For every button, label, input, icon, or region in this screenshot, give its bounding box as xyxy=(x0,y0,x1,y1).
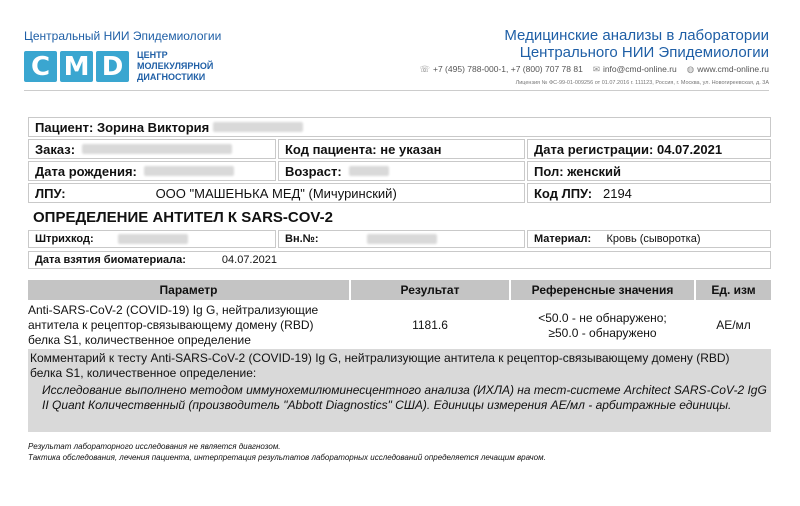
lpu-value: ООО "МАШЕНЬКА МЕД" (Мичуринский) xyxy=(155,185,397,201)
lpu-code-value: 2194 xyxy=(602,185,632,201)
comment-title: Комментарий к тесту Anti-SARS-CoV-2 (COVID-19) Ig G, нейтрализующие антитела к рецептор-связывающему домену (RBD) белка S1, количественное определение: xyxy=(30,351,730,380)
result-unit: АЕ/мл xyxy=(716,318,751,332)
redacted-birth-date xyxy=(144,166,234,176)
patient-name: Зорина Виктория xyxy=(96,119,210,135)
logo-caption-line: МОЛЕКУЛЯРНОЙ xyxy=(137,61,214,71)
test-title: ОПРЕДЕЛЕНИЕ АНТИТЕЛ К SARS-COV-2 xyxy=(33,209,333,226)
reg-date-label: Дата регистрации: xyxy=(534,141,654,157)
logo-letter-d: D xyxy=(96,51,129,82)
result-reference xyxy=(511,311,694,341)
lpu-label: ЛПУ: xyxy=(35,185,66,201)
age-cell xyxy=(278,161,525,181)
website-contact[interactable] xyxy=(687,64,769,75)
material-value: Кровь (сыворотка) xyxy=(606,233,701,245)
globe-icon: ◍ xyxy=(686,64,695,74)
email-contact[interactable] xyxy=(593,64,677,75)
reg-date-value: 04.07.2021 xyxy=(656,141,723,157)
sex-value: женский xyxy=(567,163,622,179)
col-header-reference: Референсные значения xyxy=(511,280,694,300)
age-label: Возраст: xyxy=(285,163,342,179)
footer-notes xyxy=(28,441,546,463)
patient-code-value: не указан xyxy=(380,141,442,157)
institute-name-top: Центральный НИИ Эпидемиологии xyxy=(24,29,222,43)
sex-cell xyxy=(527,161,771,181)
header-divider xyxy=(24,90,769,91)
birth-date-cell xyxy=(28,161,276,181)
redacted-vn xyxy=(367,234,437,244)
vn-label: Вн.№: xyxy=(285,233,319,245)
lab-title-line1: Медицинские анализы в лаборатории xyxy=(504,27,769,44)
logo-caption xyxy=(137,50,213,83)
order-label: Заказ: xyxy=(35,141,76,157)
mail-icon: ✉ xyxy=(592,64,600,74)
logo-caption-line: ЦЕНТР xyxy=(137,50,168,60)
logo-letter-c: C xyxy=(24,51,57,82)
patient-code-cell xyxy=(278,139,525,159)
barcode-label: Штрихкод: xyxy=(35,233,94,245)
material-label: Материал: xyxy=(534,233,592,245)
phone-text: +7 (495) 788-000-1, +7 (800) 707 78 81 xyxy=(433,64,583,74)
material-cell xyxy=(527,230,771,248)
lab-title xyxy=(504,27,769,61)
contacts-bar xyxy=(419,64,769,75)
lpu-code-cell xyxy=(527,183,771,203)
email-text[interactable]: info@cmd-online.ru xyxy=(602,64,677,74)
patient-label: Пациент: xyxy=(35,119,94,135)
col-header-parameter: Параметр xyxy=(28,280,349,300)
reg-date-cell xyxy=(527,139,771,159)
order-cell xyxy=(28,139,276,159)
logo-caption-line: ДИАГНОСТИКИ xyxy=(137,72,206,82)
footer-line-1: Результат лабораторного исследования не является диагнозом. xyxy=(28,442,281,451)
col-header-unit: Ед. изм xyxy=(696,280,771,300)
vn-cell xyxy=(278,230,525,248)
birth-date-label: Дата рождения: xyxy=(35,163,137,179)
result-parameter: Anti-SARS-CoV-2 (COVID-19) Ig G, нейтрализующие антитела к рецептор-связывающему домену (RBD) белка S1, количественное определение xyxy=(28,303,319,347)
patient-row xyxy=(28,117,771,137)
logo-letter-m: M xyxy=(60,51,93,82)
phone-contact xyxy=(419,64,582,75)
barcode-cell xyxy=(28,230,276,248)
lpu-cell xyxy=(28,183,525,203)
col-header-result: Результат xyxy=(351,280,509,300)
redacted-age xyxy=(349,166,389,176)
patient-code-label: Код пациента: xyxy=(285,141,377,157)
phone-icon: ☏ xyxy=(419,64,430,74)
cmd-logo xyxy=(24,50,213,83)
reference-line-1: <50.0 - не обнаружено; xyxy=(538,311,667,325)
sex-label: Пол: xyxy=(534,163,564,179)
sample-date-value: 04.07.2021 xyxy=(221,254,277,266)
license-text: Лицензия № ФС-99-01-009256 от 01.07.2016 г. 111123, Россия, г. Москва, ул. Новогиреевская, д. 3А xyxy=(515,80,769,86)
sample-date-cell xyxy=(28,251,771,269)
lpu-code-label: Код ЛПУ: xyxy=(534,185,593,201)
comment-body: Исследование выполнено методом иммунохемилюминесцентного анализа (ИХЛА) на тест-системе Architect SARS-CoV-2 IgG II Quant Количественный (производитель "Abbott Diagnostics" США). Единицы измерения АЕ/мл - арбитражные единицы. xyxy=(42,383,767,412)
reference-line-2: ≥50.0 - обнаружено xyxy=(548,326,657,340)
footer-line-2: Тактика обследования, лечения пациента, интерпретация результатов лабораторных исследований определяется лечащим врачом. xyxy=(28,453,546,462)
lab-title-line2: Центрального НИИ Эпидемиологии xyxy=(519,44,769,61)
result-value: 1181.6 xyxy=(412,318,448,332)
redacted-order xyxy=(82,144,232,154)
sample-date-label: Дата взятия биоматериала: xyxy=(35,254,186,266)
website-text[interactable]: www.cmd-online.ru xyxy=(697,64,769,74)
redacted-barcode xyxy=(118,234,188,244)
redacted-patronymic xyxy=(213,122,303,132)
